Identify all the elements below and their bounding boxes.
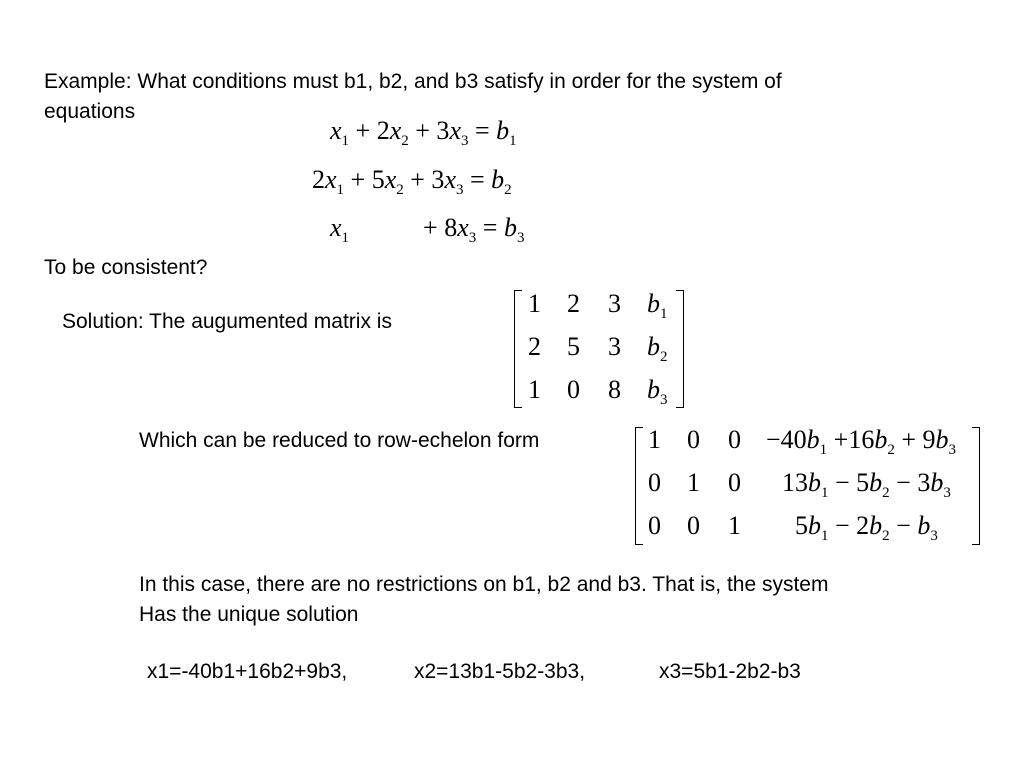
echelon-cell: $5b_1 - 2b_2 - b_3$: [795, 511, 938, 544]
matrix-right-bracket: [676, 290, 684, 408]
matrix-cell: 2: [528, 332, 541, 361]
consistency-question: To be consistent?: [44, 256, 208, 279]
matrix-cell: 3: [608, 332, 621, 361]
matrix-cell: 3: [608, 289, 621, 318]
equation-3: $x_1 + 8x_3 = b_3$: [330, 213, 525, 246]
conclusion-line-1: In this case, there are no restrictions on b1, b2 and b3. That is, the system: [139, 573, 829, 596]
matrix-left-bracket: [514, 290, 522, 408]
echelon-cell: 0: [728, 425, 741, 454]
matrix-cell: $b_3$: [647, 375, 668, 408]
matrix-cell: $b_1$: [647, 289, 668, 322]
echelon-cell: 0: [728, 468, 741, 497]
echelon-cell: 1: [648, 425, 661, 454]
matrix-cell: $b_2$: [647, 332, 668, 365]
echelon-cell: 0: [648, 468, 661, 497]
matrix-cell: 0: [567, 375, 580, 404]
intro-line-1: Example: What conditions must b1, b2, and b3 satisfy in order for the system of: [44, 70, 782, 93]
echelon-cell: 1: [687, 468, 700, 497]
echelon-cell: 1: [728, 511, 741, 540]
solution-x1: x1=-40b1+16b2+9b3,: [147, 660, 348, 683]
reduce-label: Which can be reduced to row-echelon form: [139, 429, 540, 452]
solution-label: Solution: The augumented matrix is: [62, 310, 392, 333]
echelon-cell: 0: [648, 511, 661, 540]
matrix-cell: 2: [567, 289, 580, 318]
echelon-cell: 0: [687, 511, 700, 540]
echelon-right-bracket: [972, 427, 980, 545]
matrix-cell: 8: [608, 375, 621, 404]
echelon-cell: $13b_1 - 5b_2 - 3b_3$: [782, 468, 951, 501]
equation-1: $x_1 + 2x_2 + 3x_3 = b_1$: [330, 116, 517, 149]
solution-x3: x3=5b1-2b2-b3: [659, 660, 801, 683]
echelon-cell: $-40b_1 +16b_2 + 9b_3$: [766, 425, 957, 458]
solution-x2: x2=13b1-5b2-3b3,: [414, 660, 586, 683]
echelon-left-bracket: [635, 427, 643, 545]
matrix-cell: 1: [528, 375, 541, 404]
matrix-cell: 1: [528, 289, 541, 318]
matrix-cell: 5: [567, 332, 580, 361]
conclusion-line-2: Has the unique solution: [139, 603, 359, 626]
equation-2: $2x_1 + 5x_2 + 3x_3 = b_2$: [312, 165, 512, 198]
intro-line-2: equations: [44, 100, 136, 123]
echelon-cell: 0: [687, 425, 700, 454]
